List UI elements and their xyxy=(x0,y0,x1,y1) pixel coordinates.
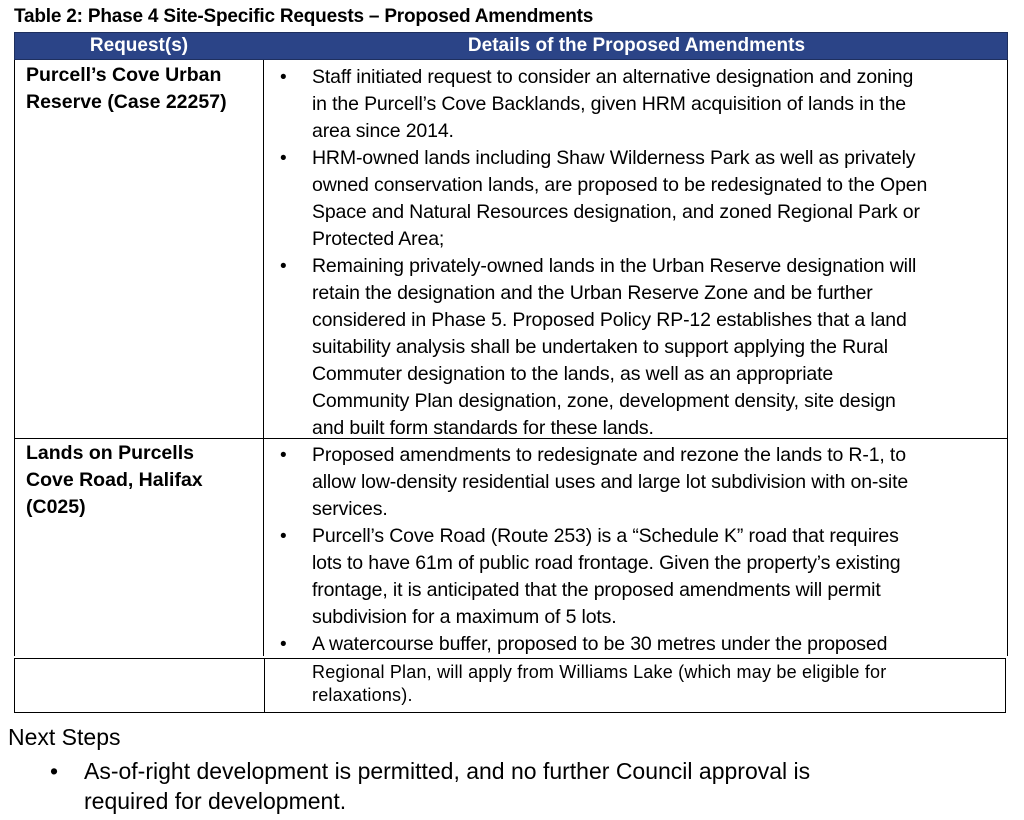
continuation-text: Regional Plan, will apply from Williams Lake (which may be eligible for relaxations). xyxy=(312,662,887,705)
header-requests: Request(s) xyxy=(89,35,189,56)
bullet-icon: • xyxy=(280,67,287,88)
request-cell-2 xyxy=(26,440,203,521)
list-item: • Staff initiated request to consider an alternative designation and zoning in the Purcell’s Cove Backlands, given HRM acquisition of lands in the area since 2014. xyxy=(280,66,914,142)
next-steps-list xyxy=(40,756,1000,816)
request-cell-1 xyxy=(26,62,227,116)
request-line: (C025) xyxy=(26,496,86,518)
continuation-border-bottom xyxy=(14,712,1006,713)
continuation-border-left xyxy=(14,659,15,712)
bullet-icon: • xyxy=(280,148,287,169)
bullet-icon: • xyxy=(280,445,287,466)
bullet-icon: • xyxy=(50,758,59,784)
continuation-row xyxy=(14,658,1006,712)
list-item: • HRM-owned lands including Shaw Wilderness Park as well as privately owned conservation lands, are proposed to be redesignated to the Open Space and Natural Resources designation, and zoned Regional Park or Protected Area; xyxy=(280,147,928,250)
continuation-border-right xyxy=(1005,659,1006,712)
list-item: • Proposed amendments to redesignate and rezone the lands to R-1, to allow low-density residential uses and large lot subdivision with on-site services. xyxy=(280,444,909,520)
continuation-column-divider xyxy=(264,659,265,712)
table-column-divider xyxy=(263,60,264,656)
list-item: • Purcell’s Cove Road (Route 253) is a “Schedule K” road that requires lots to have 61m of public road frontage. Given the property’s existing frontage, it is anticipated that the proposed amendments will permit subdivision for a maximum of 5 lots. xyxy=(280,525,901,628)
table-border-left xyxy=(14,60,15,656)
header-details: Details of the Proposed Amendments xyxy=(467,35,806,56)
details-list-2 xyxy=(274,442,1004,658)
table-header-row xyxy=(14,32,1008,60)
list-item: • As-of-right development is permitted, and no further Council approval is required for development. xyxy=(50,758,811,814)
request-line: Lands on Purcells xyxy=(26,442,194,464)
list-item: • Remaining privately-owned lands in the Urban Reserve designation will retain the designation and the Urban Reserve Zone and be further considered in Phase 5. Proposed Policy RP-12 establishes that a land suitability analysis shall be undertaken to support applying the Rural Commuter designation to the lands, as well as an appropriate Community Plan designation, zone, development density, site design and built form standards for these lands. xyxy=(280,255,917,439)
details-list-1 xyxy=(274,64,1004,442)
list-item: • A watercourse buffer, proposed to be 30 metres under the proposed xyxy=(274,631,1004,658)
request-line: Cove Road, Halifax xyxy=(26,469,203,491)
next-steps-heading: Next Steps xyxy=(8,724,121,750)
table-border-right xyxy=(1007,60,1008,656)
table-caption: Table 2: Phase 4 Site-Specific Requests – Proposed Amendments xyxy=(14,6,594,27)
bullet-icon: • xyxy=(280,634,287,655)
bullet-icon: • xyxy=(280,256,287,277)
bullet-icon: • xyxy=(280,526,287,547)
request-line: Purcell’s Cove Urban xyxy=(26,64,222,86)
request-line: Reserve (Case 22257) xyxy=(26,91,227,113)
